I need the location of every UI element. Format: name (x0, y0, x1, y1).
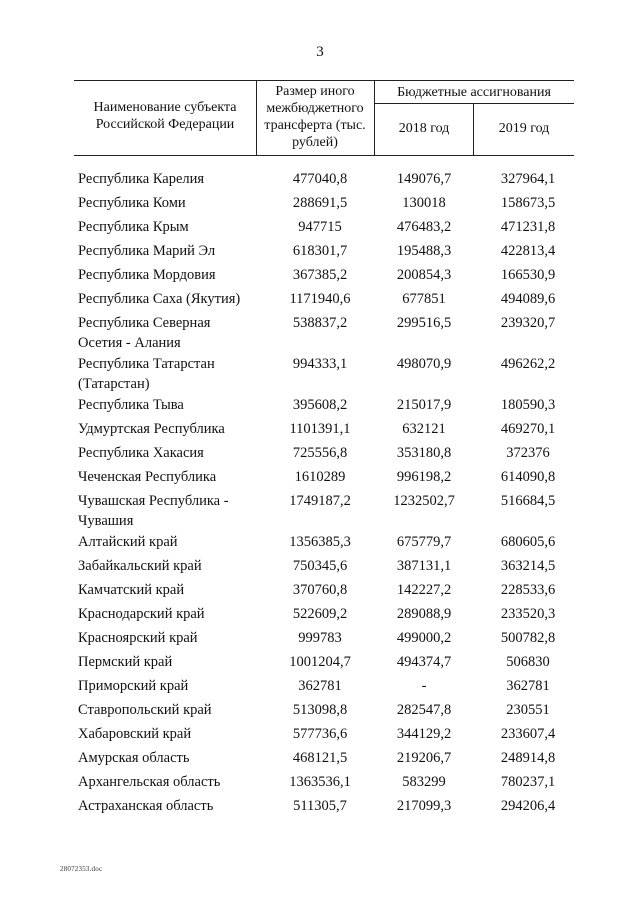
transfer-amount: 468121,5 (292, 750, 348, 766)
region-name: Амурская область (78, 750, 190, 766)
header-top-rule (74, 80, 574, 81)
allocation-2019: 228533,6 (500, 582, 556, 598)
transfer-amount: 522609,2 (292, 606, 348, 622)
region-name: Ставропольский край (78, 702, 212, 718)
budget-group-rule (374, 103, 574, 104)
header-year-2018: 2018 год (398, 121, 450, 136)
region-name: Архангельская область (78, 774, 221, 790)
header-transfer-column: Размер иного межбюджетного трансферта (тыс. рублей) (264, 84, 366, 150)
header-year-2019: 2019 год (498, 121, 550, 136)
transfer-amount: 1001204,7 (289, 654, 351, 670)
allocation-2019: 469270,1 (500, 421, 556, 437)
region-name: Алтайский край (78, 534, 178, 550)
table-row (0, 697, 640, 721)
transfer-amount: 1101391,1 (289, 421, 351, 437)
allocation-2019: 180590,3 (500, 397, 556, 413)
region-name: Чувашская Республика - Чувашия (78, 493, 229, 529)
allocation-2019: 780237,1 (500, 774, 556, 790)
transfer-amount: 362781 (298, 678, 342, 694)
transfer-amount: 750345,6 (292, 558, 348, 574)
table-row (0, 238, 640, 262)
table-row (0, 351, 640, 392)
header-name-column: Наименование субъекта Российской Федерации (93, 100, 237, 132)
allocation-2018: - (421, 678, 427, 694)
transfer-amount: 1363536,1 (289, 774, 351, 790)
transfer-amount: 367385,2 (292, 267, 348, 283)
allocation-2018: 282547,8 (396, 702, 452, 718)
table-row (0, 190, 640, 214)
allocation-2018: 195488,3 (396, 243, 452, 259)
region-name: Республика Тыва (78, 397, 184, 413)
allocation-2019: 680605,6 (500, 534, 556, 550)
transfer-amount: 538837,2 (292, 315, 348, 331)
allocation-2018: 219206,7 (396, 750, 452, 766)
table-row (0, 464, 640, 488)
transfer-amount: 994333,1 (292, 356, 348, 372)
transfer-amount: 725556,8 (292, 445, 348, 461)
allocation-2019: 471231,8 (500, 219, 556, 235)
region-name: Хабаровский край (78, 726, 192, 742)
header-divider-3 (473, 104, 474, 155)
allocation-2018: 289088,9 (396, 606, 452, 622)
allocation-2018: 498070,9 (396, 356, 452, 372)
allocation-2019: 233607,4 (500, 726, 556, 742)
allocation-2018: 200854,3 (396, 267, 452, 283)
table-row (0, 553, 640, 577)
header-divider-1 (256, 80, 257, 155)
allocation-2019: 363214,5 (500, 558, 556, 574)
header-budget-group: Бюджетные ассигнования (397, 85, 551, 100)
allocation-2018: 215017,9 (396, 397, 452, 413)
allocation-2018: 344129,2 (396, 726, 452, 742)
allocation-2019: 233520,3 (500, 606, 556, 622)
allocation-2019: 500782,8 (500, 630, 556, 646)
allocation-2018: 142227,2 (396, 582, 452, 598)
allocation-2018: 583299 (402, 774, 446, 790)
region-name: Республика Крым (78, 219, 189, 235)
allocation-2019: 239320,7 (500, 315, 556, 331)
allocation-2018: 299516,5 (396, 315, 452, 331)
transfer-amount: 1749187,2 (289, 493, 351, 509)
table-row (0, 625, 640, 649)
transfer-amount: 395608,2 (292, 397, 348, 413)
region-name: Республика Мордовия (78, 267, 216, 283)
table-row (0, 214, 640, 238)
allocation-2019: 158673,5 (500, 195, 556, 211)
region-name: Забайкальский край (78, 558, 202, 574)
allocation-2019: 494089,6 (500, 291, 556, 307)
allocation-2019: 230551 (506, 702, 550, 718)
allocation-2019: 372376 (506, 445, 550, 461)
region-name: Красноярский край (78, 630, 198, 646)
transfer-amount: 477040,8 (292, 171, 348, 187)
table-row (0, 416, 640, 440)
header-bottom-rule (74, 155, 574, 156)
allocation-2019: 516684,5 (500, 493, 556, 509)
table-row (0, 529, 640, 553)
allocation-2019: 496262,2 (500, 356, 556, 372)
table-row (0, 745, 640, 769)
allocation-2018: 1232502,7 (393, 493, 455, 509)
allocation-2018: 996198,2 (396, 469, 452, 485)
transfer-amount: 618301,7 (292, 243, 348, 259)
region-name: Чеченская Республика (78, 469, 217, 485)
transfer-amount: 288691,5 (292, 195, 348, 211)
transfer-amount: 370760,8 (292, 582, 348, 598)
allocation-2019: 294206,4 (500, 798, 556, 814)
table-body (0, 166, 640, 817)
region-name: Республика Саха (Якутия) (78, 291, 241, 307)
allocation-2018: 476483,2 (396, 219, 452, 235)
region-name: Краснодарский край (78, 606, 205, 622)
allocation-2019: 506830 (506, 654, 550, 670)
table-row (0, 166, 640, 190)
region-name: Республика Карелия (78, 171, 205, 187)
header-divider-2 (374, 80, 375, 155)
allocation-2018: 675779,7 (396, 534, 452, 550)
table-row (0, 488, 640, 529)
document-code: 28072353.doc (60, 865, 103, 873)
transfer-amount: 947715 (298, 219, 342, 235)
table-row (0, 649, 640, 673)
allocation-2019: 614090,8 (500, 469, 556, 485)
page-number: 3 (316, 44, 324, 60)
table-row (0, 392, 640, 416)
allocation-2018: 677851 (402, 291, 446, 307)
allocation-2018: 499000,2 (396, 630, 452, 646)
region-name: Астраханская область (78, 798, 214, 814)
transfer-amount: 1610289 (294, 469, 346, 485)
allocation-2019: 166530,9 (500, 267, 556, 283)
table-row (0, 721, 640, 745)
allocation-2018: 130018 (402, 195, 446, 211)
allocation-2019: 248914,8 (500, 750, 556, 766)
allocation-2018: 632121 (402, 421, 446, 437)
table-row (0, 440, 640, 464)
region-name: Приморский край (78, 678, 189, 694)
table-row (0, 601, 640, 625)
transfer-amount: 511305,7 (293, 798, 347, 814)
table-row (0, 673, 640, 697)
allocation-2019: 422813,4 (500, 243, 556, 259)
allocation-2018: 149076,7 (396, 171, 452, 187)
table-row (0, 577, 640, 601)
transfer-amount: 577736,6 (292, 726, 348, 742)
region-name: Республика Марий Эл (78, 243, 216, 259)
table-row (0, 262, 640, 286)
region-name: Удмуртская Республика (78, 421, 225, 437)
transfer-amount: 1171940,6 (289, 291, 351, 307)
region-name: Республика Хакасия (78, 445, 204, 461)
table-row (0, 769, 640, 793)
region-name: Пермский край (78, 654, 173, 670)
allocation-2019: 362781 (506, 678, 550, 694)
table-row (0, 286, 640, 310)
region-name: Республика Коми (78, 195, 186, 211)
region-name: Республика Северная Осетия - Алания (78, 315, 211, 351)
region-name: Камчатский край (78, 582, 185, 598)
allocation-2018: 217099,3 (396, 798, 452, 814)
allocation-2019: 327964,1 (500, 171, 556, 187)
table-row (0, 793, 640, 817)
transfer-amount: 999783 (298, 630, 342, 646)
allocation-2018: 353180,8 (396, 445, 452, 461)
table-row (0, 310, 640, 351)
region-name: Республика Татарстан (Татарстан) (78, 356, 215, 392)
transfer-amount: 513098,8 (292, 702, 348, 718)
allocation-2018: 387131,1 (396, 558, 452, 574)
allocation-2018: 494374,7 (396, 654, 452, 670)
transfer-amount: 1356385,3 (289, 534, 351, 550)
